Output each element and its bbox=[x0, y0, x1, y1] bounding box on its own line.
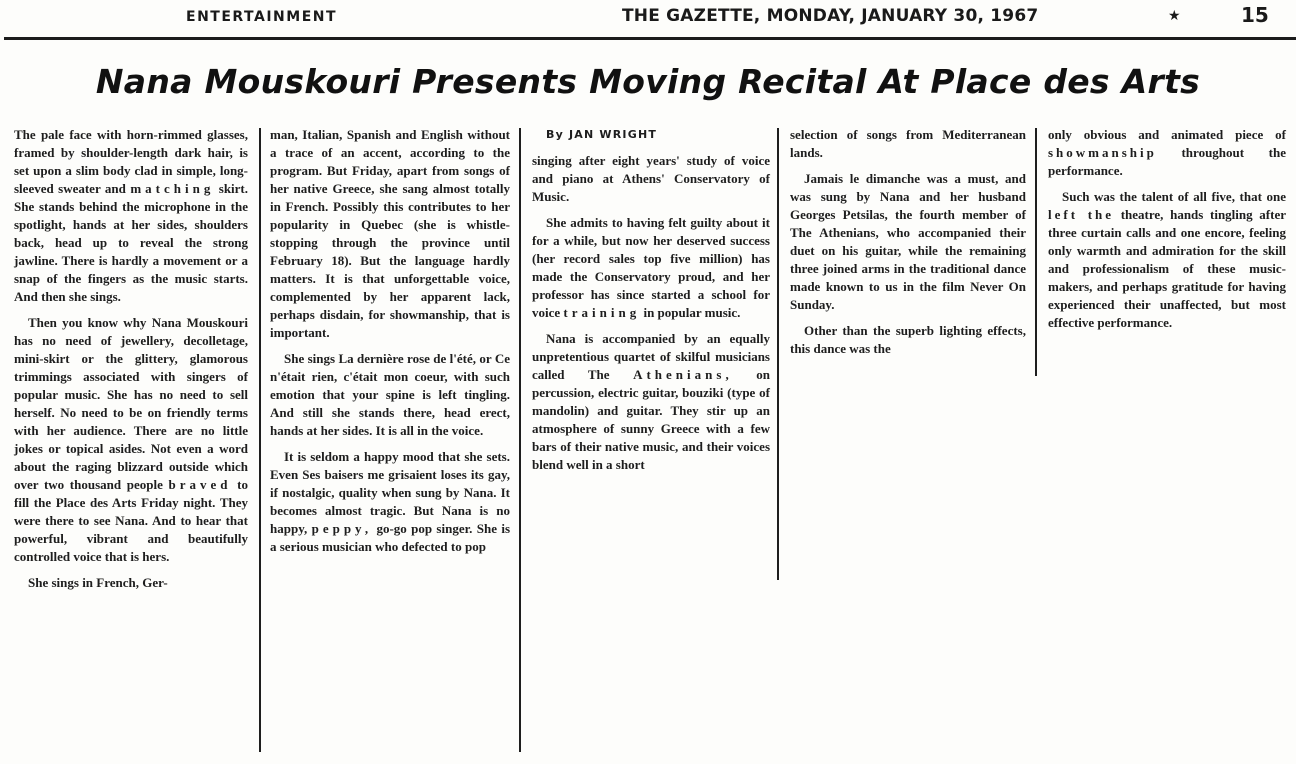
text-run: She admits to having felt guilty about it for a while, but now her deserved success (her record sales top five million) has made the Conservatory proud, and her professor has since started a school for voice bbox=[532, 215, 770, 320]
text-run: peppy, bbox=[311, 521, 373, 536]
paragraph bbox=[790, 170, 1026, 314]
song-title: Ses baisers me grisaient bbox=[302, 467, 437, 482]
paragraph bbox=[14, 126, 248, 306]
text-run: loses its gay, if nostalgic, quality when sung by Nana. It becomes almost tragic. But Nana is no happy, bbox=[270, 467, 510, 536]
article-column-1 bbox=[14, 126, 248, 600]
text-run: in popular music. bbox=[643, 305, 741, 320]
text-run: to fill the Place des Arts Friday night. They were there to see Nana. And to hear that powerful, vibrant and beautifully controlled voice that is hers. bbox=[14, 477, 248, 564]
column-divider bbox=[259, 128, 261, 752]
text-run: singing after eight years' study of voice and piano at Athens' Conservatory of Music. bbox=[532, 153, 770, 204]
text-run: with such emotion that your spine is left tingling. And still she stands there, head erect, hands at her sides. It is all in the voice. bbox=[270, 369, 510, 438]
section-label: ENTERTAINMENT bbox=[186, 9, 338, 25]
text-run: She sings in French, Ger- bbox=[28, 575, 168, 590]
paper-dateline: THE GAZETTE, MONDAY, JANUARY 30, 1967 bbox=[622, 6, 1039, 26]
article-column-5 bbox=[1048, 126, 1286, 340]
text-run: It is seldom a happy mood that she sets. Even bbox=[270, 449, 510, 482]
star-icon: ★ bbox=[1168, 8, 1181, 24]
paragraph bbox=[270, 350, 510, 440]
text-run: man, Italian, Spanish and English without a trace of an accent, according to the program. But Friday, apart from songs of her native Greece, she sang almost totally in French. Possibly this contributes to her popularity in Quebec (she is whistle-stopping through the province until February 18). But the language hardly matters. It is that unforgettable voice, complemented by her apparent lack, perhaps disdain, for showmanship, that is important. bbox=[270, 127, 510, 340]
song-title: La dernière rose de l'été, bbox=[338, 351, 477, 366]
text-run: training bbox=[563, 305, 641, 320]
column-divider bbox=[777, 128, 779, 580]
text-run: theatre, hands tingling after three curtain calls and one encore, feeling only warmth and admiration for the skill and professionalism of these music-makers, and perhaps gratitude for having experienced their unaffected, but most effective performance. bbox=[1048, 207, 1287, 330]
text-run: She sings bbox=[284, 351, 336, 366]
column-divider bbox=[519, 128, 521, 752]
text-run: Then you know why Nana Mouskouri has no need of jewellery, decolletage, mini-skirt or the glittery, glamorous trimmings associated with singers of popular music. She has no need to sell herself. No need to be on friendly terms with her audience. There are no little jokes or topical asides. Not even a word about the raging blizzard outside which over two thousand people bbox=[14, 315, 248, 492]
text-run: matching bbox=[130, 181, 215, 196]
text-run: Other than the superb lighting effects, this dance was the bbox=[790, 323, 1026, 356]
masthead bbox=[0, 0, 1296, 40]
article-column-3 bbox=[532, 126, 770, 482]
paragraph bbox=[1048, 188, 1286, 332]
text-run: go-go pop singer. She is a serious musician who defected to pop bbox=[270, 521, 511, 554]
paragraph bbox=[532, 152, 770, 206]
paragraph bbox=[790, 322, 1026, 358]
text-run: The pale face with horn-rimmed glasses, framed by shoulder-length dark hair, is set upon a slim body clad in simple, long-sleeved sweater and bbox=[14, 127, 248, 196]
text-run: only obvious and animated piece of bbox=[1048, 127, 1286, 142]
paragraph bbox=[14, 314, 248, 566]
song-title: Ce n'était rien, c'était mon coeur, bbox=[270, 351, 510, 384]
text-run: left the bbox=[1048, 207, 1115, 222]
article-column-4 bbox=[790, 126, 1026, 366]
paragraph bbox=[270, 126, 510, 342]
text-run: showmanship bbox=[1048, 145, 1157, 160]
byline: By JAN WRIGHT bbox=[546, 128, 658, 141]
column-divider bbox=[1035, 128, 1037, 376]
text-run: on percussion, electric guitar, bouziki (type of mandolin) and guitar. They stir up an atmosphere of sunny Greece with a few bars of their native music, and their voices blend well in a short bbox=[532, 367, 771, 472]
paragraph bbox=[14, 574, 248, 592]
text-run: throughout the performance. bbox=[1048, 145, 1286, 178]
text-run: Athenians, bbox=[633, 367, 733, 382]
paragraph bbox=[532, 330, 770, 474]
text-run: Such was the talent of all five, that one bbox=[1062, 189, 1286, 204]
text-run: Nana is accompanied by an equally unpretentious quartet of skilful musicians called The bbox=[532, 331, 770, 382]
headline: Nana Mouskouri Presents Moving Recital At Place des Arts bbox=[95, 62, 1201, 101]
paragraph bbox=[790, 126, 1026, 162]
masthead-rule bbox=[4, 37, 1296, 40]
text-run: selection of songs from Mediterranean lands. bbox=[790, 127, 1026, 160]
text-run: was a must, and was sung by Nana and her husband Georges Petsilas, the fourth member of The Athenians, who accompanied their duet on his guitar, while the remaining three joined arms in the traditional dance made known to us in the film Never On Sunday. bbox=[790, 171, 1027, 312]
paragraph bbox=[1048, 126, 1286, 180]
page-number: 15 bbox=[1241, 3, 1269, 27]
text-run: skirt. She stands behind the microphone in the spotlight, hands at her sides, shoulders back, head up to reveal the strong jawline. There is hardly a movement or a snap of the fingers as the music starts. And then she sings. bbox=[14, 181, 249, 304]
text-run: or bbox=[479, 351, 492, 366]
paragraph bbox=[532, 214, 770, 322]
song-title: Jamais le dimanche bbox=[804, 171, 920, 186]
paragraph bbox=[270, 448, 510, 556]
text-run: braved bbox=[168, 477, 232, 492]
article-column-2 bbox=[270, 126, 510, 564]
